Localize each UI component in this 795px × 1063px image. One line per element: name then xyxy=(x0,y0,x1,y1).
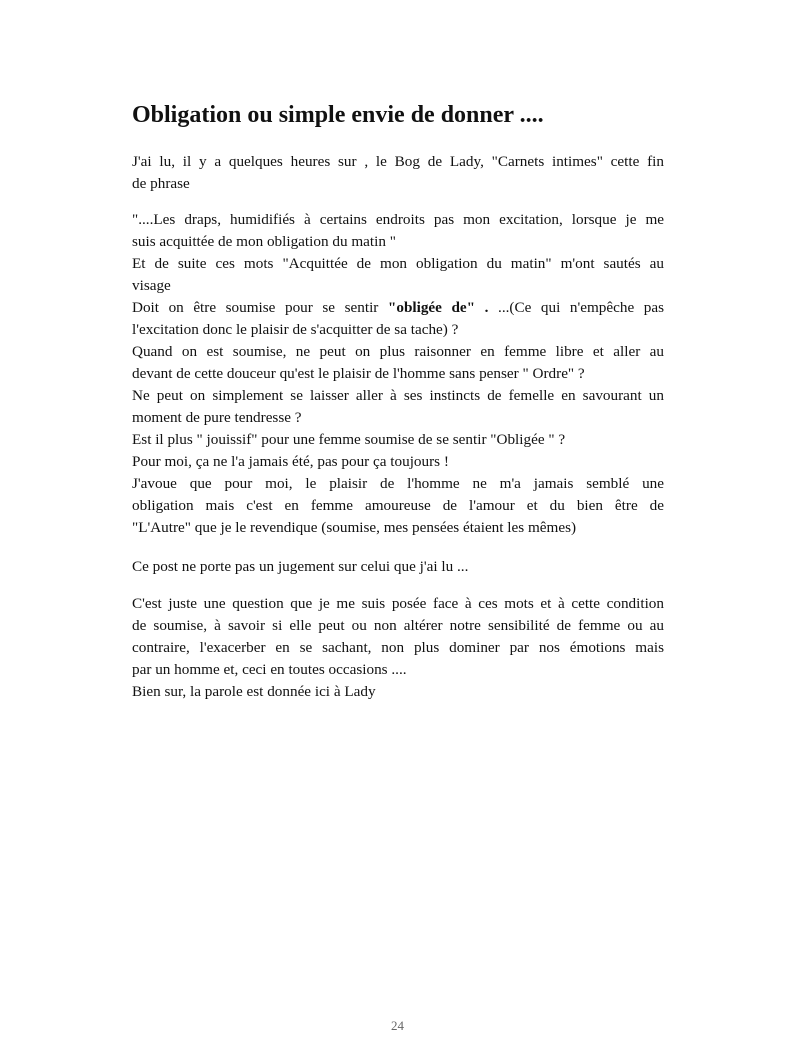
paragraph-disclaimer xyxy=(132,556,664,578)
text-line: Est il plus " jouissif" pour une femme soumise de se sentir "Obligée " ? xyxy=(132,431,566,448)
text-line: de soumise, à savoir si elle peut ou non altérer notre sensibilité de femme ou au xyxy=(132,617,664,634)
text-line: contraire, l'exacerber en se sachant, non plus dominer par nos émotions mais xyxy=(132,639,664,656)
text-line: Ne peut on simplement se laisser aller à ses instincts de femelle en savourant un xyxy=(132,387,664,404)
text-fragment: ...(Ce qui n'empêche pas xyxy=(488,299,664,316)
paragraph-intro xyxy=(132,151,664,195)
emphasis-obligee: "obligée de" . xyxy=(387,299,489,316)
text-line: Pour moi, ça ne l'a jamais été, pas pour ça toujours ! xyxy=(132,453,449,470)
text-line: moment de pure tendresse ? xyxy=(132,409,302,426)
text-line: obligation mais c'est en femme amoureuse de l'amour et du bien être de xyxy=(132,497,664,514)
text-line: de phrase xyxy=(132,175,190,192)
paragraph-closing xyxy=(132,593,664,703)
text-line: l'excitation donc le plaisir de s'acquitter de sa tache) ? xyxy=(132,321,459,338)
text-line: par un homme et, ceci en toutes occasions .... xyxy=(132,661,407,678)
text-line: Quand on est soumise, ne peut on plus raisonner en femme libre et aller au xyxy=(132,343,664,360)
text-line: devant de cette douceur qu'est le plaisir de l'homme sans penser " Ordre" ? xyxy=(132,365,585,382)
text-line: "....Les draps, humidifiés à certains endroits pas mon excitation, lorsque je me xyxy=(132,211,664,228)
text-line: Et de suite ces mots "Acquittée de mon obligation du matin" m'ont sautés au xyxy=(132,255,664,272)
page-title: Obligation ou simple envie de donner .... xyxy=(132,102,544,128)
text-line: visage xyxy=(132,277,171,294)
text-fragment: Doit on être soumise pour se sentir xyxy=(132,299,388,316)
text-line: J'avoue que pour moi, le plaisir de l'homme ne m'a jamais semblé une xyxy=(132,475,664,492)
text-line: suis acquittée de mon obligation du matin " xyxy=(132,233,396,250)
text-line: C'est juste une question que je me suis posée face à ces mots et à cette condition xyxy=(132,595,664,612)
text-line: J'ai lu, il y a quelques heures sur , le Bog de Lady, "Carnets intimes" cette fin xyxy=(132,153,664,170)
page-number: 24 xyxy=(391,1018,404,1033)
paragraph-quote-and-questions xyxy=(132,209,664,539)
text-line: Bien sur, la parole est donnée ici à Lady xyxy=(132,683,376,700)
text-line: Ce post ne porte pas un jugement sur celui que j'ai lu ... xyxy=(132,558,469,575)
text-line-with-emphasis xyxy=(132,297,664,319)
text-line: "L'Autre" que je le revendique (soumise, mes pensées étaient les mêmes) xyxy=(132,519,577,536)
